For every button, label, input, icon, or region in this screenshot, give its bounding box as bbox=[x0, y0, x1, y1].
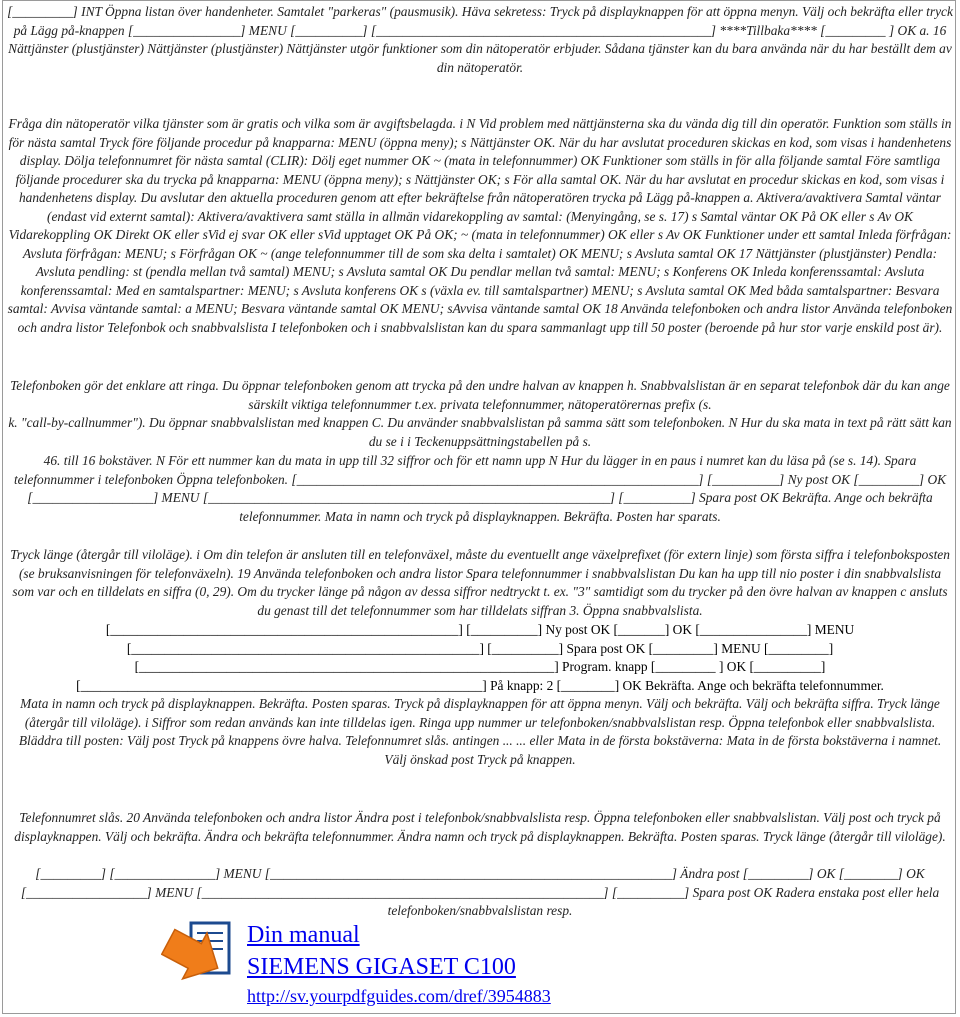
download-arrow-icon bbox=[161, 919, 235, 993]
speed-dial-steps-paragraph: [____________________________________________________] [__________] Ny post OK [_______] OK [________________] MENU [____________________________________________________] [__________] Spara post OK [_________] MENU [_________] [______________________________________________________________] Program. knapp [_________ ] OK [__________] [____________________________________________________________] På knapp: 2 [________] OK Bekräfta. Ange och bekräfta telefonnummer. bbox=[76, 622, 884, 693]
delete-entry-paragraph: [_________] [_______________] MENU [____________________________________________________________] Ändra post [_________] OK [________] OK [__________________] MENU [____________________________________________________________] [__________] Spara post OK Radera enstaka post eller hela telefonboken/snabbvalslistan resp. bbox=[20, 866, 940, 918]
intro-paragraph: [_________] INT Öppna listan över handenheter. Samtalet "parkeras" (pausmusik). Häva sekretess: Tryck på displayknappen för att öppna menyn. Välj och bekräfta eller tryck på Lägg på-knappen [________________] MENU [__________] [__________________________________________________] ****Tillbaka**** [_________ ] OK a. 16 Nättjänster (plustjänster) Nättjänster (plustjänster) Nättjänster utgör funktioner som din nätoperatör erbjuder. Sådana tjänster kan du bara använda när du har beställt dem av din nätoperatör. bbox=[7, 4, 953, 75]
edit-entry-paragraph: Telefonnumret slås. 20 Använda telefonboken och andra listor Ändra post i telefonbok/snabbvalslista resp. Öppna telefonboken eller snabbvalslistan. Välj post och tryck på displayknappen. Välj och bekräfta. Ändra och bekräfta telefonnummer. Ändra namn och tryck på displayknappen. Bekräfta. Posten sparas. Tryck länge (återgår till viloläge). bbox=[14, 810, 946, 844]
url-link[interactable]: http://sv.yourpdfguides.com/dref/3954883 bbox=[247, 986, 551, 1006]
pdf-page bbox=[2, 0, 956, 1014]
speed-dial-paragraph: k. "call-by-callnummer"). Du öppnar snabbvalslistan med knappen C. Du använder snabbvalslistan på samma sätt som telefonboken. N Hur du ska mata in text på rätt sätt kan du se i i Teckenuppsättningstabellen på s. bbox=[8, 415, 952, 449]
pbx-paragraph: Tryck länge (återgår till viloläge). i Om din telefon är ansluten till en telefonväxel, måste du eventuellt ange växelprefixet (för extern linje) som första siffra i telefonboksposten (se bruksanvisningen för telefonväxeln). 19 Använda telefonboken och andra listor Spara telefonnummer i snabbvalslistan Du kan ha upp till nio poster i din snabbvalslista som var och en tilldelats en siffra (0, 29). Om du trycker länge på någon av dessa siffror nedtryckt t. ex. "3" samtidigt som du trycker på den övre halvan av knappen c ansluts du genast till det telefonnummer som har tilldelats siffran 3. Öppna snabbvalslista. bbox=[10, 547, 950, 618]
save-number-paragraph: 46. till 16 bokstäver. N För ett nummer kan du mata in upp till 32 siffror och för ett namn upp N Hur du lägger in en paus i numret kan du läsa på (se s. 14). Spara telefonnummer i telefonboken Öppna telefonboken. [____________________________________________________________] [__________] Ny post OK [_________] OK [__________________] MENU [____________________________________________________________] [__________] Spara post OK Bekräfta. Ange och bekräfta telefonnummer. Mata in namn och tryck på displayknappen. Bekräfta. Posten har sparats. bbox=[13, 453, 947, 524]
dial-from-phonebook-paragraph: Mata in namn och tryck på displayknappen. Bekräfta. Posten sparas. Tryck på displayknappen för att öppna menyn. Välj och bekräfta. Välj och bekräfta siffra. Tryck länge (återgår till viloläge). i Siffror som redan används kan inte tilldelas igen. Ringa upp nummer ur telefonboken/snabbvalslistan resp. Öppna telefonbok eller snabbvalslista. Bläddra till posten: Välj post Tryck på knappens övre halva. Telefonnumret slås. antingen ... ... eller Mata in de första bokstäverna: Mata in de första bokstäverna i namnet. Välj önskad post Tryck på knappen. bbox=[18, 696, 942, 767]
phonebook-intro-paragraph: Telefonboken gör det enklare att ringa. Du öppnar telefonboken genom att trycka på den undre halvan av knappen h. Snabbvalslistan är en separat telefonbok där du kan ange särskilt viktiga telefonnummer t.ex. privata telefonnummer, nätoperatörernas prefix (s. bbox=[10, 378, 950, 412]
manual-link[interactable]: Din manual bbox=[247, 922, 360, 948]
network-services-paragraph: Fråga din nätoperatör vilka tjänster som är gratis och vilka som är avgiftsbelagda. i N Vid problem med nättjänsterna ska du vända dig till din operatör. Funktion som ställs in för nästa samtal Tryck före följande procedur på knapparna: MENU (öppna meny); s Nättjänster OK. När du har avslutat proceduren skickas en kod, som visas i handenhetens display. Dölja telefonnumret för nästa samtal (CLIR): Dölj eget nummer OK ~ (mata in telefonnummer) OK Funktioner som ställs in för alla följande samtal Före samtliga följande procedurer ska du trycka på knapparna: MENU (öppna meny); s Nättjänster OK; s För alla samtal OK. När du har avslutat en procedur skickas en kod, som visas i handenhetens display. Du avslutar den aktuella proceduren genom att efter bekräftelse från nätoperatören trycka på Lägg på-knappen a. Aktivera/avaktivera Samtal väntar (endast vid externt samtal): Aktivera/avaktivera samt ställa in allmän vidarekoppling av samtal: (Menyingång, se s. 17) s Samtal väntar OK På OK eller s Av OK Vidarekoppling OK Direkt OK eller sVid ej svar OK eller sVid upptaget OK På OK; ~ (mata in telefonnummer) OK eller s Av OK Funktioner under ett samtal Inleda förfrågan: Avsluta förfrågan: MENU; s Förfrågan OK ~ (ange telefonnummer till de som ska delta i samtalet) OK MENU; s Avsluta samtal OK 17 Nättjänster (plustjänster) Pendla: Avsluta pendling: st (pendla mellan två samtal) MENU; s Avsluta samtal OK Du pendlar mellan två samtal: MENU; s Konferens OK Inleda konferenssamtal: Avsluta konferenssamtal: Med en samtalspartner: MENU; s Avsluta konferens OK s (växla ev. till samtalspartner) MENU; s Avsluta samtal OK Med båda samtalspartner: Besvara samtal: Avvisa väntande samtal: a MENU; Besvara väntande samtal OK MENU; sAvvisa väntande samtal OK 18 Använda telefonboken och andra listor Använda telefonboken och andra listor Telefonbok och snabbvalslista I telefonboken och i snabbvalslistan kan du spara sammanlagt upp till 50 poster (beroende på hur stor varje enskild post är). bbox=[7, 116, 953, 335]
product-link[interactable]: SIEMENS GIGASET C100 bbox=[247, 954, 516, 980]
